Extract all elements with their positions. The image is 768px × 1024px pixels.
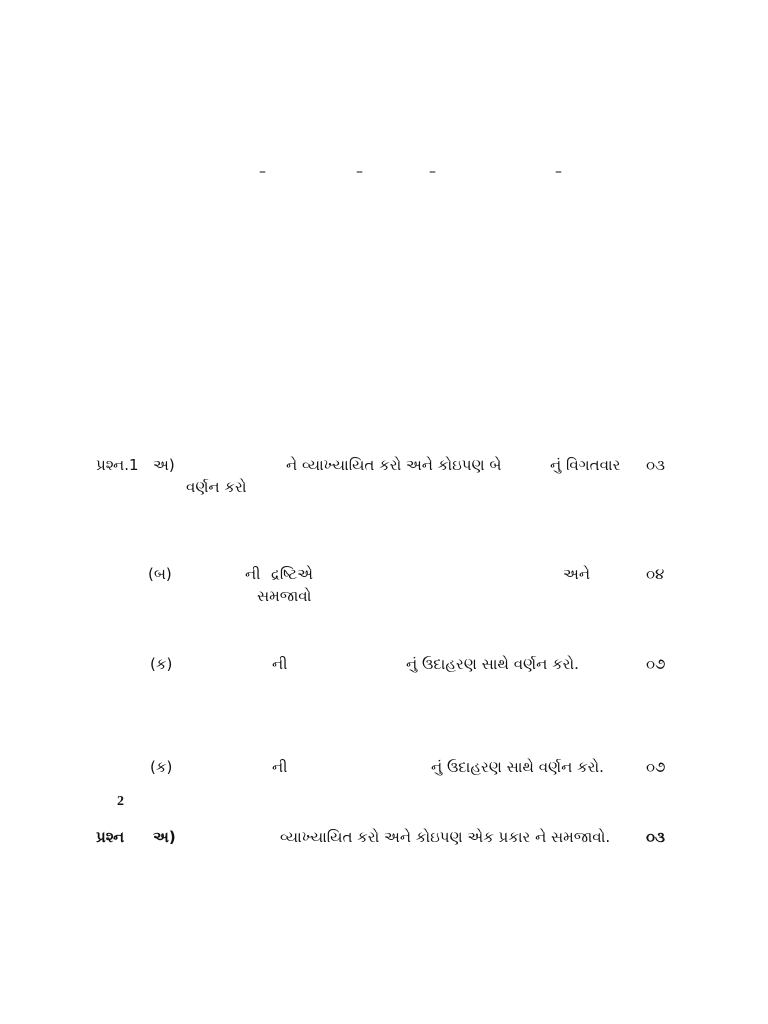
question-1c-label: (ક) — [150, 758, 173, 776]
header-dash: – — [429, 164, 436, 180]
question-1b-text: દ્રષ્ટિએ — [271, 565, 313, 583]
question-1a-label: અ) — [153, 456, 175, 474]
question-1-number: પ્રશ્ન.1 — [96, 456, 139, 474]
question-1c-marks: ૦૭ — [646, 655, 666, 673]
question-1b-text-line2: સમજાવો — [257, 587, 312, 605]
header-dash: – — [555, 164, 562, 180]
question-1a-text: નું વિગતવાર — [550, 456, 621, 474]
question-1c-text: ની — [272, 655, 288, 673]
question-1b-text: ની — [245, 565, 261, 583]
question-1c-text: નું ઉદાહરણ સાથે વર્ણન કરો. — [406, 655, 579, 673]
question-1c-label: (ક) — [150, 655, 173, 673]
header-dash: – — [356, 164, 363, 180]
question-2a-text: વ્યાખ્યાયિત કરો અને કોઇપણ એક પ્રકાર ને સમજાવો. — [280, 828, 611, 846]
question-1a-text-line2: વર્ણન કરો — [186, 478, 247, 496]
question-2a-marks: ૦૩ — [646, 828, 666, 846]
question-1c-text: ની — [272, 758, 288, 776]
question-1c-marks: ૦૭ — [646, 758, 666, 776]
header-dash: – — [259, 164, 266, 180]
question-1c-text: નું ઉદાહરણ સાથે વર્ણન કરો. — [431, 758, 604, 776]
question-2-number-fragment: 2 — [117, 794, 124, 809]
question-1b-label: (બ) — [148, 565, 172, 583]
question-2-number: પ્રશ્ન — [96, 828, 125, 846]
question-1a-text: ને વ્યાખ્યાયિત કરો અને કોઇપણ બે — [286, 456, 502, 474]
question-1a-marks: ૦૩ — [646, 456, 666, 474]
question-1b-text: અને — [563, 565, 591, 583]
question-1b-marks: ૦૪ — [646, 565, 665, 583]
question-2a-label: અ) — [153, 828, 176, 846]
